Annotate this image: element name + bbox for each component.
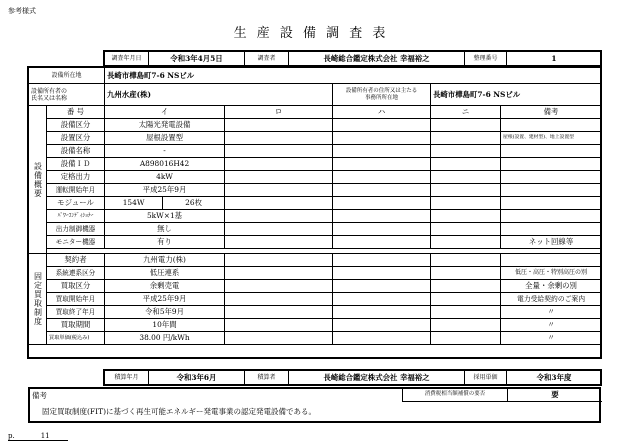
table-row-remark: [501, 184, 602, 197]
table-row-value: 平成25年9月: [105, 184, 225, 197]
table-row-value: 九州電力(株): [105, 254, 225, 267]
remarks-note: 固定買取制度(FIT)に基づく再生可能エネルギー発電事業の認定発電設備である。: [42, 407, 317, 416]
table-row-value: 平成25年9月: [105, 293, 225, 306]
fit-section-label: 固定買取制度: [29, 254, 47, 345]
accountant-value: 長崎総合鑑定株式会社 幸福裕之: [289, 371, 465, 385]
table-row-label: 買取期間: [47, 319, 105, 332]
owner-value: 九州水産(株): [105, 84, 333, 106]
table-row-remark: 〃: [501, 319, 602, 332]
tax-cell: [402, 388, 602, 402]
module-watt: 154W: [105, 197, 163, 209]
serial-label: 整理番号: [465, 52, 507, 66]
owner-label: 設備所有者の 氏名又は名称: [29, 84, 105, 106]
table-row-remark: [501, 171, 602, 184]
table-row-label: 設置区分: [47, 132, 105, 145]
address-label: 設備所有者の住所又は主たる 事務所所在地: [333, 84, 431, 106]
table-row-label: 系統連系区分: [47, 267, 105, 280]
address-value: 長崎市樺島町7-6 NSビル: [431, 84, 602, 106]
table-row-value: A898016H42: [105, 158, 225, 171]
col-no: 番 号: [47, 106, 105, 119]
table-row-remark: 〃: [501, 306, 602, 319]
survey-date-value: 令和3年4月5日: [149, 52, 245, 66]
table-row-remark: [501, 145, 602, 158]
price-unit: 円/kWh: [162, 333, 190, 342]
price-cell: [105, 332, 225, 345]
form-tag: 参考様式: [8, 7, 36, 15]
pcs-value: 5kW×1基: [105, 210, 225, 223]
overview-section-label: 設備概要: [29, 106, 47, 254]
col-ha: ハ: [333, 106, 431, 119]
estimate-table: [104, 370, 602, 385]
survey-table: [104, 51, 602, 66]
remarks-label: 備考: [32, 391, 47, 400]
estimate-label: 積算年月: [105, 371, 149, 385]
module-count: 26枚: [185, 198, 202, 207]
table-row-remark: 屋根(設置、建材型)、地上設置型: [501, 132, 602, 145]
table-row-remark: [501, 158, 602, 171]
table-row-value: 屋根設置型: [105, 132, 225, 145]
monitor-remark: ネット回線等: [501, 236, 602, 249]
table-row-value: 低圧連系: [105, 267, 225, 280]
table-row-label: 設備名称: [47, 145, 105, 158]
surveyor-label: 調査者: [245, 52, 289, 66]
monitor-value: 有り: [105, 236, 225, 249]
table-row-value: 太陽光発電設備: [105, 119, 225, 132]
table-row-remark: [501, 119, 602, 132]
unit-label: 採用単価: [465, 371, 507, 385]
table-row-remark: 全量・余剰の別: [501, 280, 602, 293]
table-row-remark: 電力受給契約のご案内: [501, 293, 602, 306]
unit-value: 令和3年度: [507, 371, 602, 385]
module-label: モジュール: [47, 197, 105, 210]
accountant-label: 積算者: [245, 371, 289, 385]
table-row-remark: [501, 254, 602, 267]
tax-value: 要: [551, 390, 559, 399]
col-ro: ロ: [225, 106, 333, 119]
tax-label: 消費税相当額補償の要否: [403, 388, 508, 401]
table-row-label: 設備ＩＤ: [47, 158, 105, 171]
table-row-label: 契約者: [47, 254, 105, 267]
price-label: 買取単価(税込み): [47, 332, 105, 345]
col-i: イ: [105, 106, 225, 119]
col-remarks: 備考: [501, 106, 602, 119]
table-row-value: 10年間: [105, 319, 225, 332]
table-row-label: 運転開始年月: [47, 184, 105, 197]
pcs-label: ﾊﾟﾜｰｺﾝﾃﾞｨｼｮﾅｰ: [47, 210, 105, 223]
table-row-label: 定格出力: [47, 171, 105, 184]
location-value: 長崎市樺島町7-6 NSビル: [105, 68, 602, 84]
surveyor-value: 長崎総合鑑定株式会社 幸福裕之: [289, 52, 465, 66]
table-row-value: 4kW: [105, 171, 225, 184]
monitor-label: モニター機器: [47, 236, 105, 249]
page-title: 生 産 設 備 調 査 表: [233, 26, 389, 41]
table-row-value: 令和5年9月: [105, 306, 225, 319]
table-row-label: 設備区分: [47, 119, 105, 132]
price-value: 38.00: [139, 333, 161, 342]
main-table: [28, 67, 602, 345]
col-ni: ニ: [431, 106, 501, 119]
remarks-box: [28, 387, 601, 423]
table-row-value: -: [105, 145, 225, 158]
output-limit-label: 出力制御機器: [47, 223, 105, 236]
table-row-value: 余剰売電: [105, 280, 225, 293]
module-cell: [105, 197, 225, 210]
estimate-value: 令和3年6月: [149, 371, 245, 385]
survey-date-label: 調査年月日: [105, 52, 149, 66]
price-remark: 〃: [501, 332, 602, 345]
output-limit-value: 無し: [105, 223, 225, 236]
serial-value: 1: [507, 52, 602, 66]
table-row-remark: 低圧・高圧・特別高圧の別: [501, 267, 602, 280]
table-row-label: 買取区分: [47, 280, 105, 293]
page-number: p. 11: [8, 432, 68, 441]
location-label: 設備所在地: [29, 68, 105, 84]
table-row-label: 買取開始年月: [47, 293, 105, 306]
table-row-label: 買取終了年月: [47, 306, 105, 319]
